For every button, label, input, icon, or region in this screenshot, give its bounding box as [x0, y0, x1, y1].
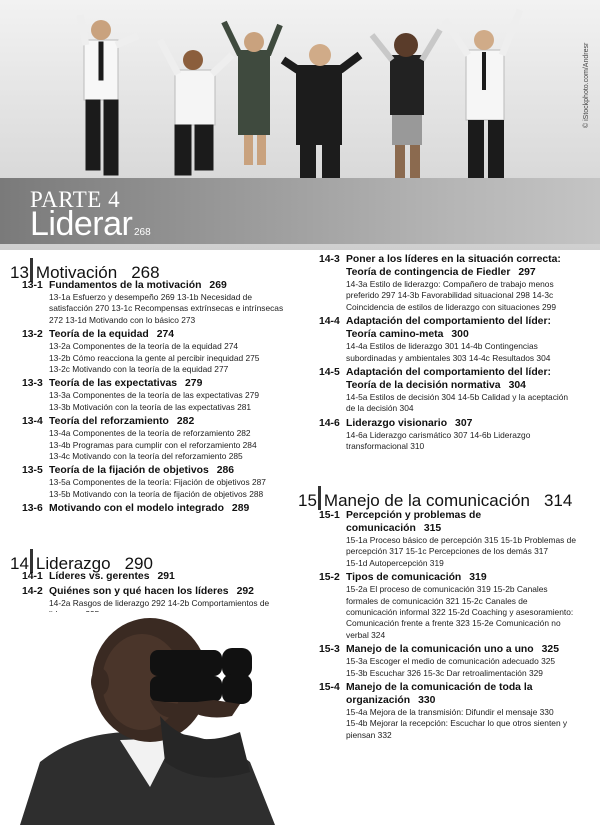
subsection: 13-2b Cómo reacciona la gente al percibir inequidad 275 — [49, 352, 260, 363]
section-number: 13-4 — [22, 416, 43, 428]
section-13-3 — [22, 377, 290, 413]
part-label: PARTE 4 — [30, 187, 121, 212]
section-number: 13-3 — [22, 378, 43, 390]
chapter-title: Manejo de la comunicación — [323, 491, 530, 510]
photo-credit: © iStockphoto.com/Andresr — [583, 42, 590, 128]
section-14-4 — [319, 315, 579, 364]
section-page: 307 — [455, 417, 473, 429]
section-number: 14-2 — [22, 586, 43, 597]
chapter-page: 268 — [131, 263, 160, 282]
section-14-3 — [319, 253, 579, 313]
section-14-5 — [319, 366, 579, 415]
section-title: Teoría de la fijación de objetivos — [49, 465, 209, 477]
chapter-title: Motivación — [35, 263, 118, 282]
section-title: Liderazgo visionario — [346, 417, 448, 429]
man-with-binoculars-photo — [0, 612, 300, 825]
section-13-2 — [22, 328, 290, 375]
subsection: 15-4b Mejorar la recepción: Escuchar lo que otros sienten y piensan 332 — [346, 718, 568, 740]
subsection: 15-1d Autopercepción 319 — [346, 557, 444, 568]
chapter-15-heading — [298, 482, 572, 511]
subsections: 14-6a Liderazgo carismático 307 14-6b Liderazgo transformacional 310 — [346, 429, 531, 452]
section-page: 289 — [231, 503, 250, 515]
section-page: 330 — [418, 695, 436, 707]
section-page: 282 — [176, 416, 195, 428]
section-number: 14-3 — [319, 254, 340, 265]
section-13-5 — [22, 464, 290, 500]
section-page: 291 — [157, 571, 175, 582]
section-number: 13-2 — [22, 329, 43, 341]
section-page: 304 — [508, 380, 526, 392]
subsection: 15-3b Escuchar 326 15-3c Dar retroalimentación 329 — [346, 667, 543, 678]
section-page: 315 — [423, 523, 442, 534]
section-title: Manejo de la comunicación uno a uno — [346, 644, 534, 656]
chapter-page: 290 — [124, 554, 153, 573]
section-number: 15-1 — [319, 510, 340, 521]
subsection: 13-3a Componentes de la teoría de las expectativas 279 — [49, 390, 259, 401]
part-page: 268 — [134, 227, 151, 238]
chapter-divider — [318, 486, 321, 510]
subsections: 15-2a El proceso de comunicación 319 15-2b Canales formales de comunicación 321 15-2c Canales de comunicación informal 322 15-2d Coaching y asesoramiento: Comunicación frente a frente 323 15-2e Comunicación no verbal 324 — [346, 584, 574, 640]
section-page: 297 — [518, 267, 536, 278]
section-title: Percepción y problemas de comunicación — [346, 510, 482, 534]
section-title: Tipos de comunicación — [346, 572, 462, 584]
section-page: 286 — [216, 465, 235, 477]
chapter-number: 14 — [10, 554, 29, 573]
section-page: 274 — [156, 329, 175, 341]
section-13-4 — [22, 415, 290, 462]
subsection: 15-4a Mejora de la transmisión: Difundir el mensaje 330 — [346, 707, 554, 718]
section-15-3 — [319, 643, 579, 679]
section-14-6 — [319, 417, 579, 453]
section-title: Teoría de las expectativas — [49, 378, 178, 390]
section-page: 319 — [469, 572, 487, 584]
section-number: 14-4 — [319, 316, 340, 328]
section-title: Manejo de la comunicación de toda la organización — [346, 682, 533, 707]
section-title: Quiénes son y qué hacen los líderes — [49, 586, 229, 597]
section-title: Motivando con el modelo integrado — [49, 503, 224, 515]
right-column-ch15 — [319, 509, 579, 743]
section-title: Teoría del reforzamiento — [49, 416, 169, 428]
section-13-1 — [22, 279, 290, 326]
section-title: Adaptación del comportamiento del líder: Teoría de la decisión normativa — [346, 367, 551, 392]
subsection: 13-5b Motivando con la teoría de fijación de objetivos 288 — [49, 488, 264, 499]
part-banner — [0, 0, 600, 250]
section-page: 292 — [236, 586, 254, 597]
section-14-1 — [22, 570, 290, 583]
chapter-number: 13 — [10, 263, 29, 282]
section-title: Poner a los líderes en la situación correcta: Teoría de contingencia de Fiedler — [346, 254, 561, 278]
part-title: Liderar — [30, 205, 133, 243]
section-15-4 — [319, 681, 579, 741]
section-title: Fundamentos de la motivación — [49, 280, 202, 291]
section-number: 13-5 — [22, 465, 43, 477]
section-number: 14-6 — [319, 417, 340, 429]
subsection: 13-4a Componentes de la teoría de reforzamiento 282 — [49, 428, 251, 439]
section-number: 13-1 — [22, 280, 43, 291]
section-number: 14-1 — [22, 571, 43, 582]
section-title: Adaptación del comportamiento del líder: Teoría camino-meta — [346, 316, 551, 341]
section-page: 269 — [209, 280, 227, 291]
right-column-ch14 — [319, 253, 579, 455]
section-title: Teoría de la equidad — [49, 329, 149, 341]
subsections: 14-2a Rasgos de liderazgo 292 14-2b Comportamientos de — [49, 598, 270, 608]
subsections: 14-4a Estilos de liderazgo 301 14-4b Contingencias subordinadas y ambientales 303 14-4c Resultados 304 — [346, 341, 551, 363]
subsection: 13-5a Componentes de la teoría: Fijación de objetivos 287 — [49, 477, 266, 488]
section-title: Líderes vs. gerentes — [49, 571, 150, 582]
subsection: 13-2a Componentes de la teoría de la equidad 274 — [49, 341, 239, 352]
chapter-page: 314 — [543, 491, 573, 510]
section-number: 14-5 — [319, 367, 340, 379]
section-number: 15-4 — [319, 682, 340, 694]
section-13-6 — [22, 502, 290, 515]
subsections: 14-5a Estilos de decisión 304 14-5b Calidad y la aceptación de la decisión 304 — [346, 392, 569, 414]
section-15-1 — [319, 509, 579, 569]
section-page: 300 — [451, 329, 469, 341]
section-page: 325 — [541, 644, 559, 656]
chapter-number: 15 — [298, 491, 317, 510]
section-15-2 — [319, 571, 579, 641]
left-column-ch13 — [22, 279, 290, 517]
section-number: 15-2 — [319, 572, 340, 584]
section-page: 279 — [185, 378, 203, 390]
subsection: 13-2c Motivando con la teoría de la equidad 277 — [49, 364, 229, 375]
subsection: 13-4c Motivando con la teoría del reforzamiento 285 — [49, 451, 243, 462]
subsection: 15-3a Escoger el medio de comunicación adecuado 325 — [346, 656, 556, 667]
chapter-title: Liderazgo — [35, 554, 111, 573]
section-number: 13-6 — [22, 503, 43, 515]
subsections: 15-1a Proceso básico de percepción 315 15-1b Problemas de percepción 317 15-1c Percepciones de los demás 317 — [346, 535, 576, 557]
subsections: 14-3a Estilo de liderazgo: Compañero de trabajo menos preferido 297 14-3b Favorabilidad situacional 298 14-3c Coincidencia de estilos de liderazgo con situaciones 299 — [346, 279, 556, 312]
subsections: 13-1a Esfuerzo y desempeño 269 13-1b Necesidad de satisfacción 270 13-1c Recompensas extrínsecas e intrínsecas 272 13-1d Motivando con lo básico 273 — [49, 292, 284, 325]
section-number: 15-3 — [319, 644, 340, 656]
subsection: 13-4b Programas para cumplir con el reforzamiento 284 — [49, 439, 257, 450]
subsection: 13-3b Motivación con la teoría de las expectativas 281 — [49, 401, 252, 412]
